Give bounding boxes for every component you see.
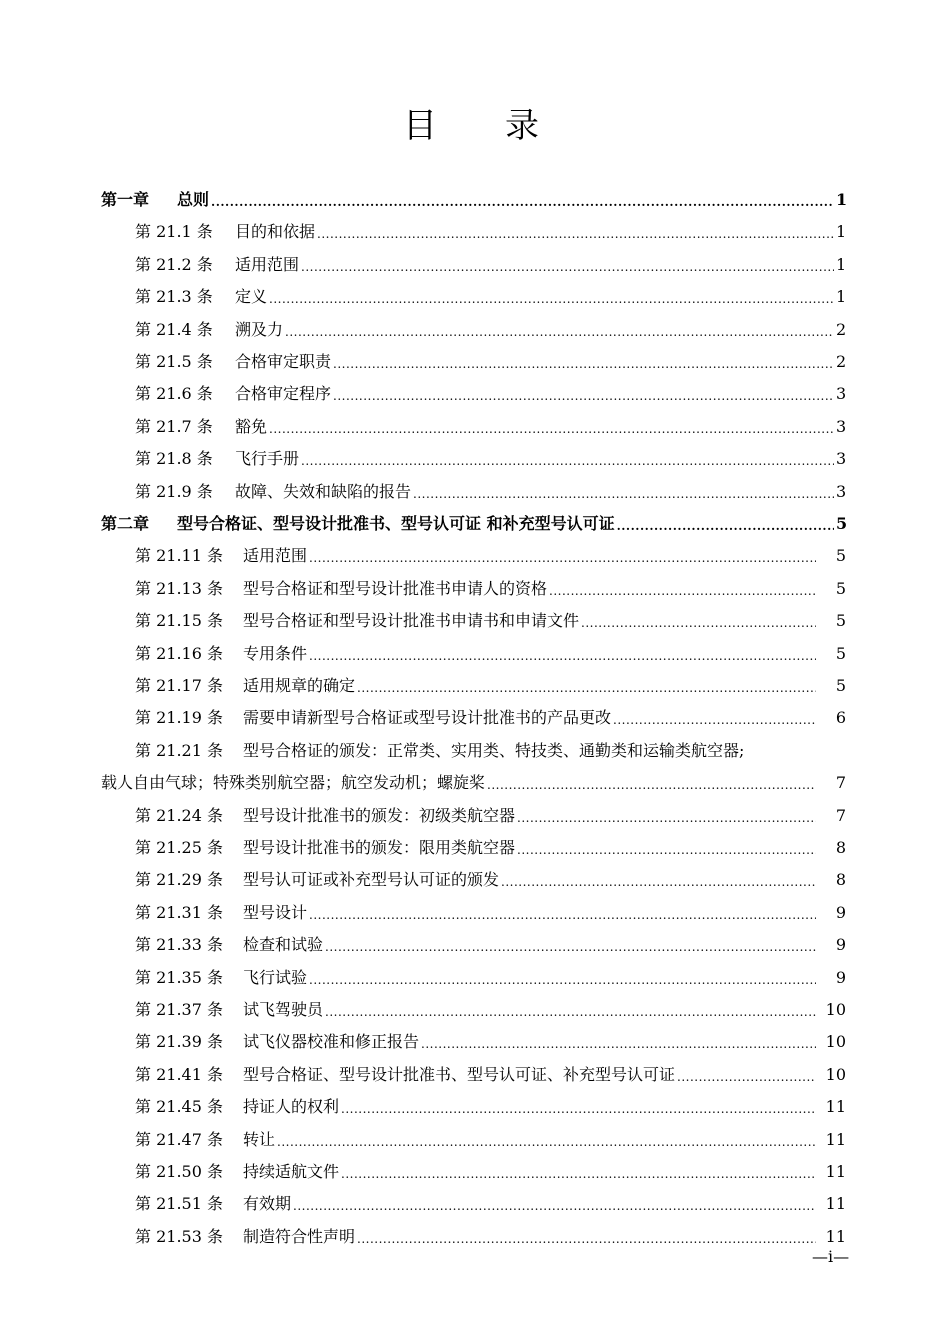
toc-entry-title: 飞行试验 (243, 967, 308, 987)
toc-entry-row (135, 897, 846, 923)
toc-dot-leader (293, 1198, 816, 1214)
toc-entry-row (135, 1059, 846, 1085)
toc-page-number: 11 (825, 1097, 846, 1117)
toc-entry-row (135, 1091, 846, 1117)
toc-entry-row (135, 735, 846, 761)
toc-entry-title: 试飞驾驶员 (243, 1000, 324, 1019)
toc-entry-number: 第 21.25 条 (135, 838, 223, 857)
toc-entry-row (135, 573, 846, 599)
toc-entry-title: 专用条件 (243, 643, 308, 663)
toc-dot-leader (333, 356, 834, 372)
toc-entry-row (135, 314, 846, 340)
toc-entry-row (135, 540, 846, 566)
toc-entry-number: 第 21.53 条 (135, 1226, 223, 1246)
toc-entry-row (135, 378, 846, 404)
toc-entry-title: 适用范围 (243, 546, 308, 566)
toc-entry-row (135, 800, 846, 826)
toc-entry-row (135, 411, 846, 437)
toc-entry-row (135, 443, 846, 469)
toc-dot-leader (285, 324, 834, 340)
toc-dot-leader (677, 1069, 816, 1085)
toc-entry-title: 型号合格证的颁发：正常类、实用类、特技类、通勤类和运输类航空器; (243, 740, 745, 760)
toc-entry-title: 飞行手册 (235, 449, 300, 469)
toc-page-number: 9 (835, 902, 846, 922)
toc-page-number: 10 (825, 1064, 846, 1084)
toc-entry-title: 型号设计批准书的颁发：初级类航空器 (243, 805, 516, 825)
toc-entry-title: 制造符合性声明 (243, 1226, 356, 1246)
toc-page-number: 9 (835, 967, 846, 987)
toc-entry-title: 豁免 (235, 416, 268, 436)
toc-entry-number: 第 21.11 条 (135, 546, 223, 566)
toc-page-number: 11 (825, 1226, 846, 1246)
toc-dot-leader (341, 1166, 816, 1182)
toc-dot-leader (357, 1231, 816, 1247)
toc-entry-number: 第一章 (101, 190, 150, 209)
toc-entry-title: 型号合格证和型号设计批准书申请人的资格 (243, 578, 548, 598)
toc-entry-row (135, 670, 846, 696)
toc-entry-row (135, 476, 846, 502)
toc-entry-number: 第二章 (101, 514, 150, 533)
toc-entry-row (135, 994, 846, 1020)
toc-entry-title: 型号设计 (243, 902, 308, 922)
toc-dot-leader (581, 615, 816, 631)
toc-dot-leader (517, 842, 816, 858)
toc-entry-number: 第 21.21 条 (135, 740, 223, 760)
toc-dot-leader (325, 939, 816, 955)
toc-dot-leader (277, 1134, 816, 1150)
toc-entry-number: 第 21.7 条 (135, 416, 213, 436)
toc-page-number: 1 (836, 190, 848, 209)
toc-entry-title: 持续适航文件 (243, 1162, 340, 1181)
toc-entry-title: 适用范围 (235, 254, 300, 274)
toc-dot-leader (309, 907, 816, 923)
toc-entry-title: 型号认可证或补充型号认可证的颁发 (243, 870, 500, 890)
toc-page-number: 3 (836, 449, 847, 469)
toc-page-number: 1 (836, 287, 847, 307)
toc-page-number: 11 (825, 1129, 846, 1149)
toc-dot-leader (309, 550, 816, 566)
toc-entry-number: 第 21.37 条 (135, 1000, 223, 1019)
toc-page-number: 5 (835, 611, 846, 631)
toc-entry-title: 型号设计批准书的颁发：限用类航空器 (243, 838, 516, 857)
toc-page-number: 7 (835, 773, 846, 793)
toc-chapter-row (101, 508, 846, 534)
toc-entry-row (135, 281, 846, 307)
toc-entry-number: 第 21.47 条 (135, 1129, 223, 1149)
toc-page-number: 8 (835, 838, 846, 857)
toc-page-number: 2 (836, 319, 847, 339)
toc-dot-leader (211, 194, 834, 210)
toc-entry-title: 溯及力 (235, 319, 284, 339)
toc-entry-row (135, 216, 846, 242)
toc-entry-row (101, 767, 846, 793)
toc-entry-title: 转让 (243, 1129, 276, 1149)
toc-entry-row (135, 1026, 846, 1052)
toc-entry-number: 第 21.33 条 (135, 935, 223, 955)
toc-dot-leader (325, 1004, 816, 1020)
toc-dot-leader (487, 777, 816, 793)
toc-page-number: 2 (836, 352, 847, 371)
toc-entry-number: 第 21.9 条 (135, 481, 213, 501)
toc-page-number: 3 (836, 384, 847, 404)
toc-page-number: 6 (835, 708, 846, 728)
toc-dot-leader (309, 972, 816, 988)
toc-entry-number: 第 21.24 条 (135, 805, 223, 825)
toc-entry-number: 第 21.13 条 (135, 578, 223, 598)
toc-dot-leader (317, 226, 834, 242)
toc-entry-title: 合格审定程序 (235, 384, 332, 404)
toc-entry-title: 试飞仪器校准和修正报告 (243, 1032, 420, 1052)
toc-page-number: 5 (835, 643, 846, 663)
toc-page-number: 5 (835, 578, 846, 598)
toc-entry-row (135, 1221, 846, 1247)
toc-chapter-row (101, 184, 846, 210)
toc-dot-leader (549, 583, 816, 599)
toc-dot-leader (617, 518, 834, 534)
toc-dot-leader (269, 421, 834, 437)
toc-entry-row (135, 605, 846, 631)
toc-page-number: 7 (835, 805, 846, 825)
toc-entry-title: 需要申请新型号合格证或型号设计批准书的产品更改 (243, 708, 612, 728)
toc-dot-leader (301, 453, 834, 469)
toc-entry-number: 第 21.4 条 (135, 319, 213, 339)
toc-entry-title: 目的和依据 (235, 222, 316, 242)
toc-entry-number: 第 21.17 条 (135, 676, 223, 695)
toc-entry-row (135, 929, 846, 955)
toc-entry-number: 第 21.6 条 (135, 384, 213, 404)
toc-entry-number: 第 21.2 条 (135, 254, 213, 274)
toc-entry-number: 第 21.3 条 (135, 287, 213, 307)
toc-dot-leader (501, 874, 816, 890)
toc-entry-title: 载人自由气球；特殊类别航空器；航空发动机；螺旋桨 (101, 773, 486, 793)
toc-dot-leader (309, 648, 816, 664)
toc-dot-leader (421, 1036, 816, 1052)
toc-entry-title: 总则 (177, 190, 210, 209)
toc-entry-number: 第 21.15 条 (135, 611, 223, 631)
toc-dot-leader (301, 259, 834, 275)
toc-entry-row (135, 1156, 846, 1182)
toc-entry-row (135, 346, 846, 372)
toc-entry-number: 第 21.51 条 (135, 1194, 223, 1214)
toc-entry-title: 定义 (235, 287, 268, 307)
toc-entry-title: 持证人的权利 (243, 1097, 340, 1117)
toc-entry-row (135, 249, 846, 275)
toc-entry-number: 第 21.19 条 (135, 708, 223, 728)
toc-entry-title: 故障、失效和缺陷的报告 (235, 481, 412, 501)
toc-entry-title: 有效期 (243, 1194, 292, 1214)
toc-entry-row (135, 832, 846, 858)
toc-entry-number: 第 21.50 条 (135, 1162, 223, 1181)
toc-entry-row (135, 962, 846, 988)
toc-entry-row (135, 638, 846, 664)
page-number: —i— (812, 1247, 850, 1266)
toc-dot-leader (413, 486, 834, 502)
title-char-2: 录 (505, 106, 539, 146)
toc-page-number: 10 (825, 1032, 846, 1052)
toc-entry-number: 第 21.1 条 (135, 222, 213, 242)
title-char-1: 目 (403, 106, 437, 146)
toc-page-number: 8 (835, 870, 846, 890)
toc-entry-title: 型号合格证、型号设计批准书、型号认可证、补充型号认可证 (243, 1064, 676, 1084)
toc-entry-row (135, 1188, 846, 1214)
toc-page-number: 11 (825, 1162, 846, 1181)
toc-entry-number: 第 21.29 条 (135, 870, 223, 890)
toc-entry-title: 检查和试验 (243, 935, 324, 955)
toc-page-number: 1 (836, 254, 847, 274)
toc-dot-leader (357, 680, 816, 696)
toc-entry-number: 第 21.41 条 (135, 1064, 223, 1084)
toc-entry-title: 型号合格证、型号设计批准书、型号认可证 和补充型号认可证 (177, 514, 615, 533)
toc-dot-leader (613, 712, 816, 728)
toc-page-number: 10 (825, 1000, 846, 1019)
toc-page-number: 11 (825, 1194, 846, 1214)
toc-page-number: 5 (836, 514, 848, 533)
toc-entry-number: 第 21.8 条 (135, 449, 213, 469)
toc-entry-title: 适用规章的确定 (243, 676, 356, 695)
toc-page-number: 1 (836, 222, 847, 242)
toc-entry-number: 第 21.5 条 (135, 352, 213, 371)
toc-dot-leader (341, 1101, 816, 1117)
toc-page-number: 9 (835, 935, 846, 955)
toc-dot-leader (269, 291, 834, 307)
toc-page-number: 3 (836, 481, 847, 501)
toc-page-number: 3 (836, 416, 847, 436)
toc-entry-number: 第 21.16 条 (135, 643, 223, 663)
toc-entry-title: 型号合格证和型号设计批准书申请书和申请文件 (243, 611, 580, 631)
toc-entry-row (135, 1124, 846, 1150)
toc-entry-number: 第 21.39 条 (135, 1032, 223, 1052)
toc-page-number: 5 (835, 546, 846, 566)
toc-entry-title: 合格审定职责 (235, 352, 332, 371)
toc-dot-leader (517, 810, 816, 826)
toc-entry-number: 第 21.45 条 (135, 1097, 223, 1117)
toc-page-number: 5 (835, 676, 846, 695)
toc-entry-row (135, 702, 846, 728)
toc-entry-row (135, 864, 846, 890)
toc-dot-leader (333, 388, 834, 404)
toc-entry-number: 第 21.31 条 (135, 902, 223, 922)
toc-entry-number: 第 21.35 条 (135, 967, 223, 987)
